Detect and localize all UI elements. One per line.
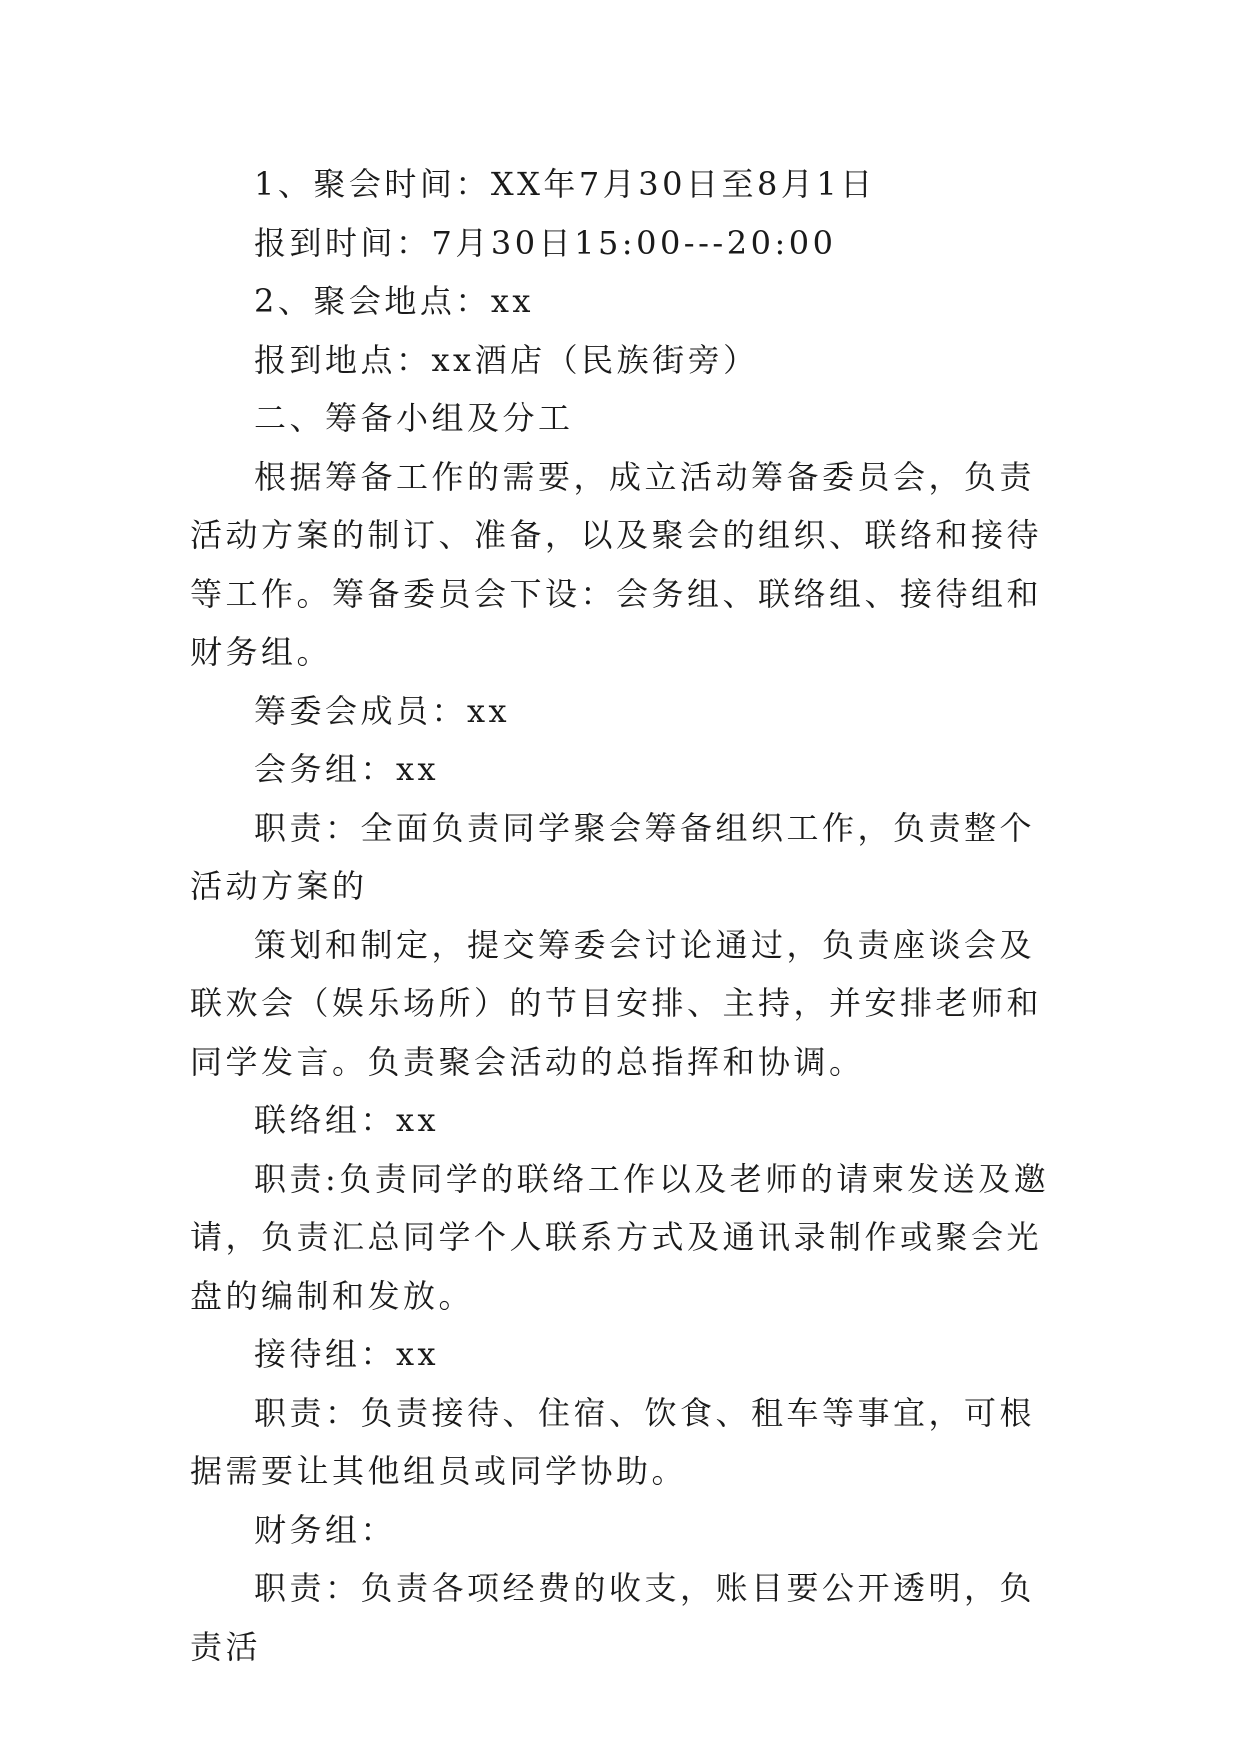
paragraph-liaison-group: 联络组：xx [254,1101,440,1139]
paragraph-reception-duty: 职责：负责接待、住宿、饮食、租车等事宜，可根据需要让其他组员或同学协助。 [190,1393,1036,1490]
paragraph-checkin-time: 报到时间：7月30日15:00---20:00 [254,223,837,262]
paragraph-meeting-time: 1、聚会时间：XX年7月30日至8月1日 [254,165,876,203]
section-heading-committee: 二、筹备小组及分工 [254,399,574,437]
paragraph-affairs-duty: 职责：全面负责同学聚会筹备组织工作，负责整个活动方案的 [190,808,1036,905]
paragraph-committee-intro: 根据筹备工作的需要，成立活动筹备委员会，负责活动方案的制订、准备，以及聚会的组织、联络和接待等工作。筹备委员会下设：会务组、联络组、接待组和财务组。 [190,457,1043,671]
document-body [190,155,1060,1676]
paragraph-affairs-duty-continued: 策划和制定，提交筹委会讨论通过，负责座谈会及联欢会（娱乐场所）的节目安排、主持，并安排老师和同学发言。负责聚会活动的总指挥和协调。 [190,925,1043,1081]
paragraph-meeting-place: 2、聚会地点：xx [254,282,534,320]
paragraph-reception-group: 接待组：xx [254,1335,440,1373]
paragraph-committee-members: 筹委会成员：xx [254,691,511,730]
paragraph-liaison-duty: 职责:负责同学的联络工作以及老师的请柬发送及邀请，负责汇总同学个人联系方式及通讯录制作或聚会光盘的编制和发放。 [190,1159,1050,1315]
paragraph-finance-group: 财务组： [254,1510,397,1549]
paragraph-affairs-group: 会务组：xx [254,750,440,788]
paragraph-finance-duty: 职责：负责各项经费的收支，账目要公开透明，负责活 [190,1569,1036,1666]
paragraph-checkin-place: 报到地点：xx酒店（民族街旁） [254,340,759,379]
